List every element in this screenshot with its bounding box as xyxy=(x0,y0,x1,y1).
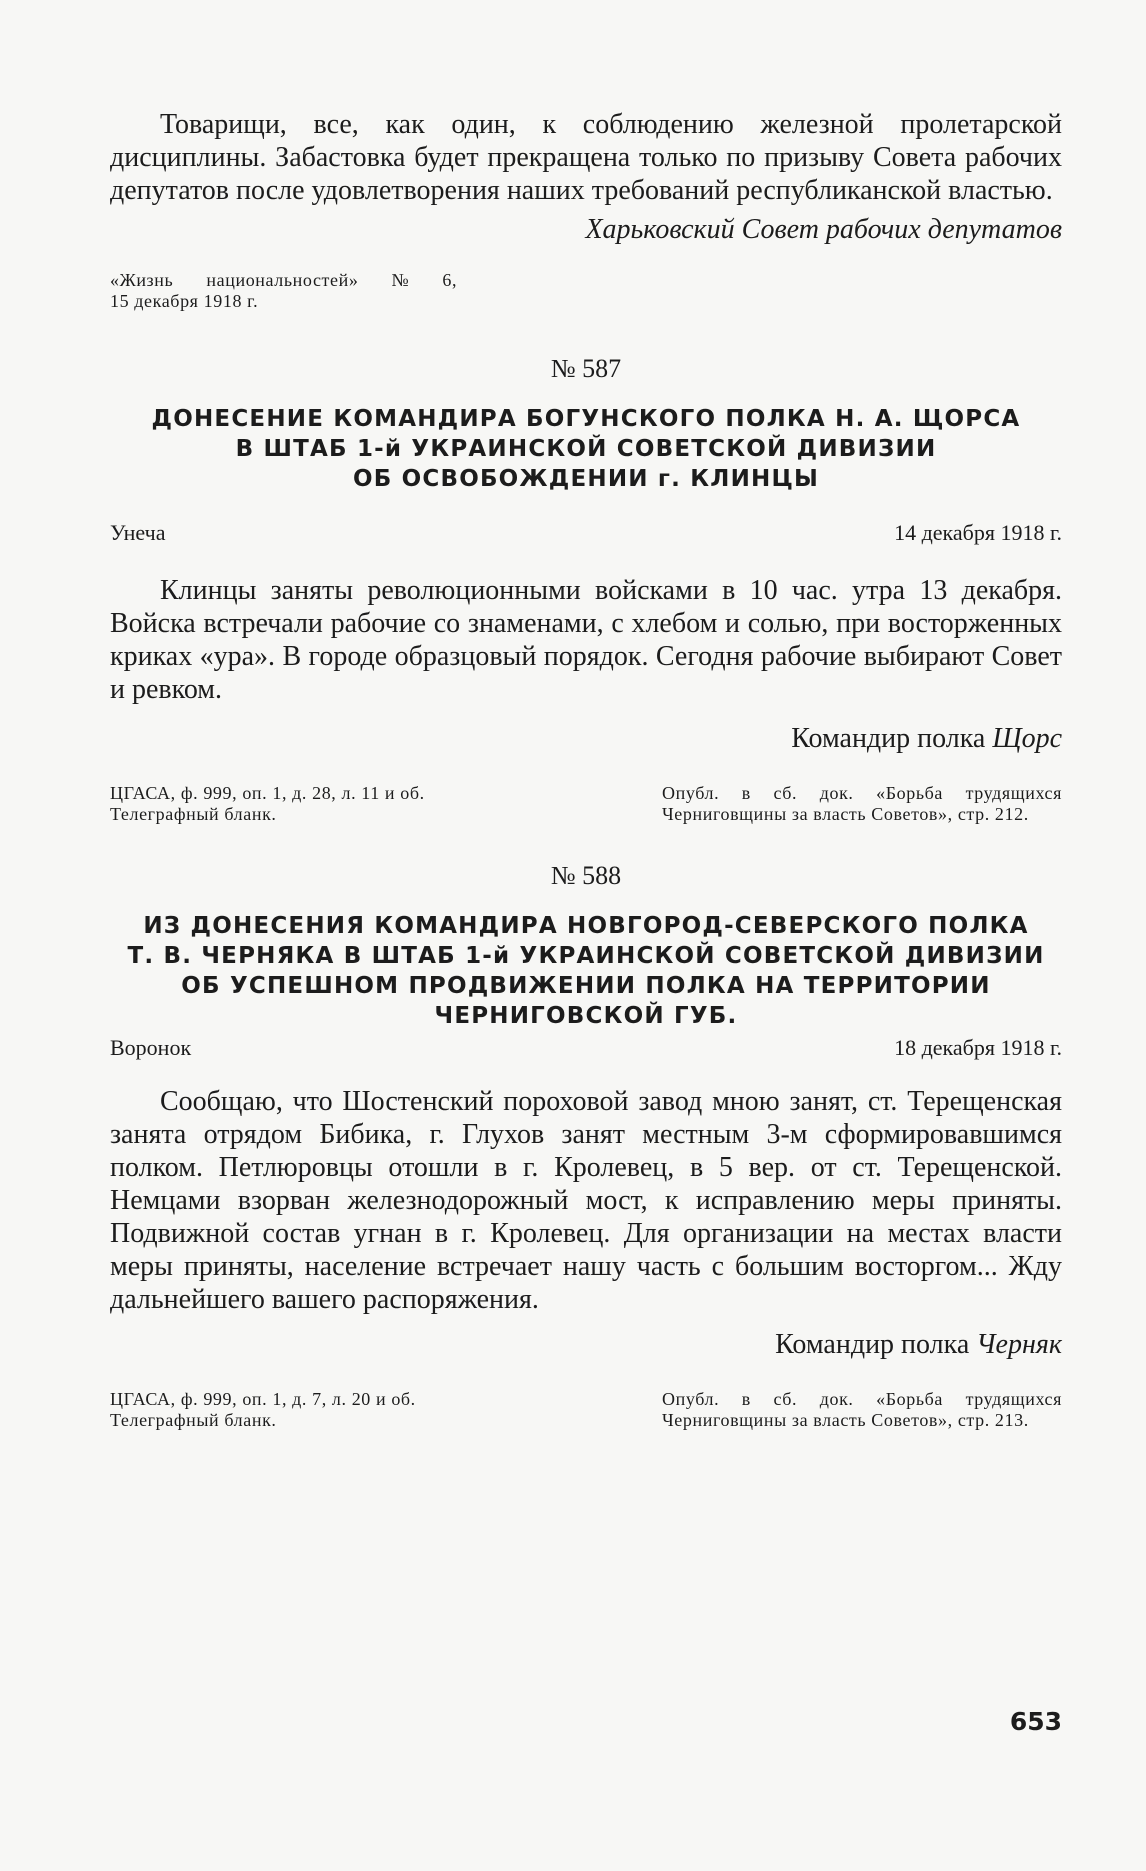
doc588-number: № 588 xyxy=(550,861,622,890)
doc588-notes xyxy=(110,1389,1062,1431)
doc588-title-line2: Т. В. ЧЕРНЯКА В ШТАБ 1-й УКРАИНСКОЙ СОВЕТСКОЙ ДИВИЗИИ xyxy=(127,943,1045,969)
doc587-signature-name: Щорс xyxy=(992,723,1062,754)
document-page xyxy=(110,108,1062,1431)
doc587-archive: ЦГАСА, ф. 999, оп. 1, д. 28, л. 11 и об. Телеграфный бланк. xyxy=(110,783,425,824)
doc588-signature-name: Черняк xyxy=(976,1329,1062,1360)
intro-source-line2: 15 декабря 1918 г. xyxy=(110,291,259,311)
intro-source-line1: «Жизнь национальностей» № 6, xyxy=(110,270,458,290)
doc587-place-date xyxy=(110,520,1062,546)
doc588-archive: ЦГАСА, ф. 999, оп. 1, д. 7, л. 20 и об. Телеграфный бланк. xyxy=(110,1389,416,1430)
doc587-date: 14 декабря 1918 г. xyxy=(894,520,1062,545)
doc587-title xyxy=(110,404,1062,494)
doc588-date: 18 декабря 1918 г. xyxy=(894,1035,1062,1060)
doc587-title-line3: ОБ ОСВОБОЖДЕНИИ г. КЛИНЦЫ xyxy=(352,466,820,492)
doc588-signature xyxy=(110,1328,1062,1361)
doc587-text: Клинцы заняты революционными войсками в 10 час. утра 13 декабря. Войска встречали рабочие со знаменами, с хлебом и солью, при восторженных криках «ура». В городе образцовый порядок. Сегодня рабочие выбирают Совет и ревком. xyxy=(110,575,1062,705)
doc587-title-line1: ДОНЕСЕНИЕ КОМАНДИРА БОГУНСКОГО ПОЛКА Н. А. ЩОРСА xyxy=(151,406,1021,432)
doc587-published: Опубл. в сб. док. «Борьба трудящихся Черниговщины за власть Советов», стр. 212. xyxy=(662,783,1062,824)
doc587-notes xyxy=(110,783,1062,825)
doc587-signature xyxy=(110,722,1062,755)
doc588-signature-role: Командир полка xyxy=(775,1329,970,1360)
doc588-title-line4: ЧЕРНИГОВСКОЙ ГУБ. xyxy=(434,1003,738,1029)
doc587-place: Унеча xyxy=(110,520,166,545)
intro-paragraph: Товарищи, все, как один, к соблюдению железной пролетарской дисциплины. Забастовка будет прекращена только по призыву Совета рабочих депутатов после удовлетворения наших требований республиканской властью. xyxy=(110,109,1062,206)
doc588-text: Сообщаю, что Шостенский пороховой завод мною занят, ст. Терещенская занята отрядом Бибика, г. Глухов занят местным 3-м сформировавшимся полком. Петлюровцы отошли в г. Кролевец, в 5 вер. от ст. Терещенской. Немцами взорван железнодорожный мост, к исправлению меры приняты. Подвижной состав угнан в г. Кролевец. Для организации на местах власти меры приняты, население встречает нашу часть с большим восторгом... Жду дальнейшего вашего распоряжения. xyxy=(110,1086,1062,1315)
doc587-signature-role: Командир полка xyxy=(791,723,986,754)
doc588-published: Опубл. в сб. док. «Борьба трудящихся Черниговщины за власть Советов», стр. 213. xyxy=(662,1389,1062,1430)
doc587-title-line2: В ШТАБ 1-й УКРАИНСКОЙ СОВЕТСКОЙ ДИВИЗИИ xyxy=(235,436,937,462)
intro-source xyxy=(110,270,510,312)
page-number: 653 xyxy=(1009,1707,1062,1736)
doc588-title-line1: ИЗ ДОНЕСЕНИЯ КОМАНДИРА НОВГОРОД-СЕВЕРСКОГО ПОЛКА xyxy=(143,913,1029,939)
doc588-place: Воронок xyxy=(110,1035,192,1060)
doc588-title xyxy=(110,911,1062,1031)
doc588-title-line3: ОБ УСПЕШНОМ ПРОДВИЖЕНИИ ПОЛКА НА ТЕРРИТОРИИ xyxy=(181,973,991,999)
doc587-number: № 587 xyxy=(550,354,622,383)
intro-signature: Харьковский Совет рабочих депутатов xyxy=(585,214,1062,245)
doc588-place-date xyxy=(110,1035,1062,1061)
